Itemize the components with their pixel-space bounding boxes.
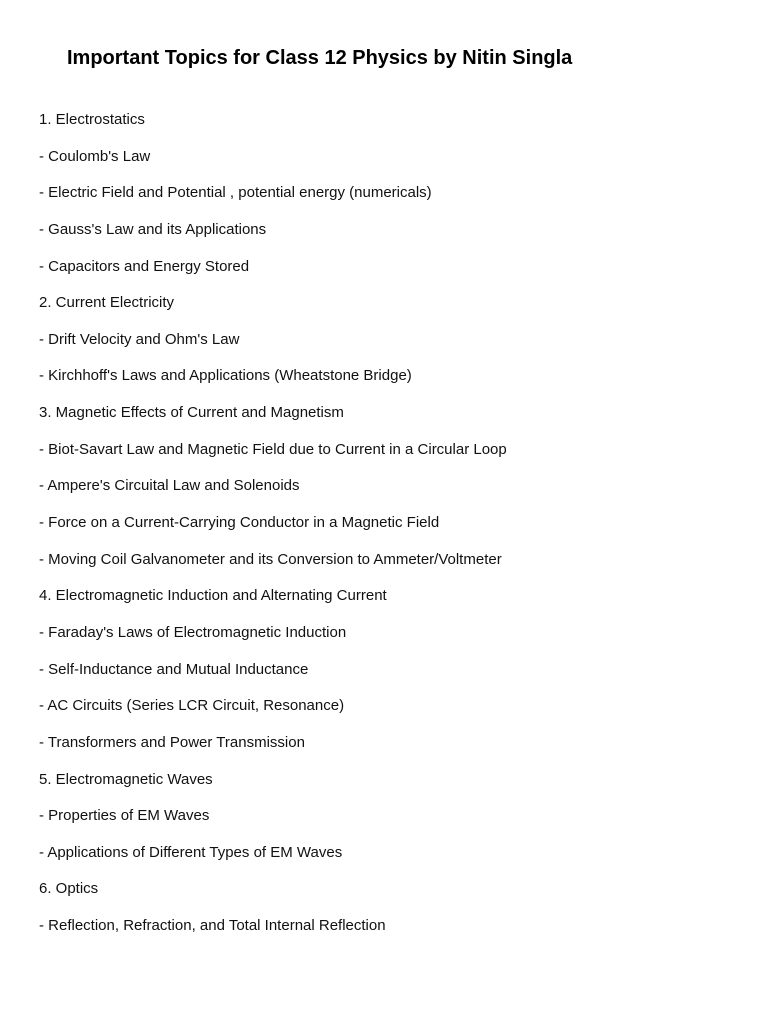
- topic-line: 6. Optics: [39, 880, 99, 898]
- topic-line: - Kirchhoff's Laws and Applications (Wheatstone Bridge): [39, 367, 412, 385]
- topic-line: - Capacitors and Energy Stored: [39, 257, 250, 275]
- topic-line: - Drift Velocity and Ohm's Law: [39, 330, 240, 348]
- topic-line: - Transformers and Power Transmission: [39, 733, 305, 751]
- topic-line: - Properties of EM Waves: [39, 807, 210, 825]
- topic-line: - AC Circuits (Series LCR Circuit, Resonance): [39, 697, 345, 715]
- topic-line: 2. Current Electricity: [39, 294, 175, 312]
- topic-line: 5. Electromagnetic Waves: [39, 770, 213, 788]
- topic-line: 3. Magnetic Effects of Current and Magnetism: [39, 404, 344, 422]
- topic-line: - Biot-Savart Law and Magnetic Field due to Current in a Circular Loop: [39, 440, 507, 458]
- topic-line: 4. Electromagnetic Induction and Alternating Current: [39, 587, 387, 605]
- topic-line: 1. Electrostatics: [39, 111, 145, 128]
- topic-line: - Ampere's Circuital Law and Solenoids: [39, 477, 300, 495]
- topic-line: - Force on a Current-Carrying Conductor in a Magnetic Field: [39, 514, 440, 532]
- topic-line: - Faraday's Laws of Electromagnetic Induction: [39, 623, 347, 641]
- topic-line: - Applications of Different Types of EM Waves: [39, 843, 343, 861]
- topic-line: - Gauss's Law and its Applications: [39, 220, 267, 238]
- topic-list: [39, 110, 507, 953]
- topic-line: - Moving Coil Galvanometer and its Conversion to Ammeter/Voltmeter: [39, 550, 502, 568]
- topic-line: - Reflection, Refraction, and Total Internal Reflection: [39, 917, 386, 935]
- topic-line: - Coulomb's Law: [39, 147, 151, 165]
- topic-line: - Self-Inductance and Mutual Inductance: [39, 660, 309, 678]
- document-title: Important Topics for Class 12 Physics by Nitin Singla: [67, 47, 573, 69]
- topic-line: - Electric Field and Potential , potential energy (numericals): [39, 184, 432, 202]
